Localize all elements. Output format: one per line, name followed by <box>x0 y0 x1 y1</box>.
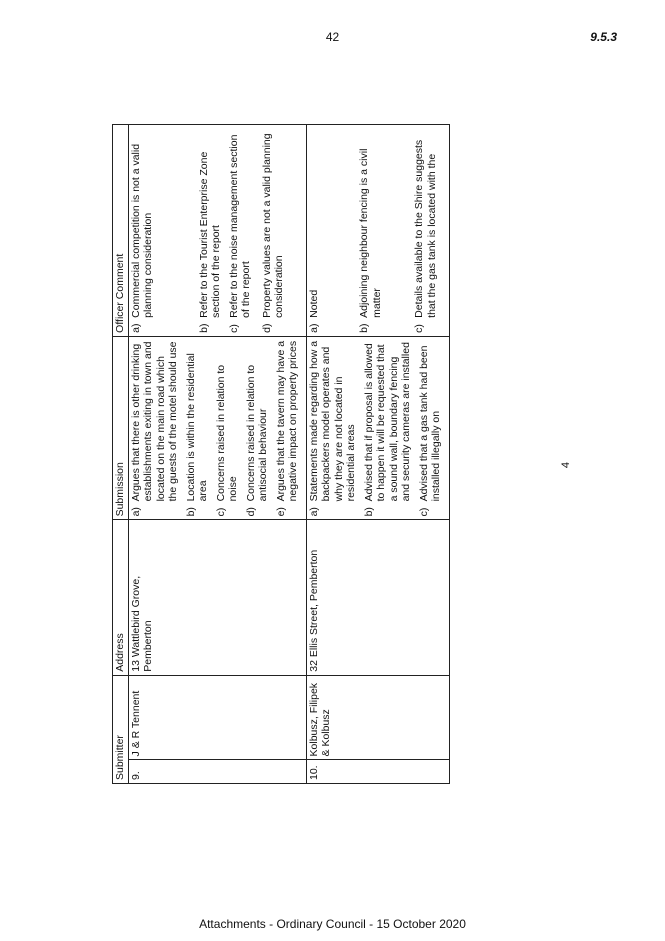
submission-point: e) Argues that the tavern may have a negative impact on property prices <box>274 340 299 517</box>
comment-point: a) Commercial competition is not a valid planning consideration <box>129 143 154 333</box>
submitter-name: J & R Tennent <box>128 675 306 760</box>
submission-point: d) Concerns raised in relation to antisocial behaviour <box>244 364 269 517</box>
row-number: 10. <box>306 760 449 784</box>
comment-point: a) Noted <box>307 289 320 333</box>
comment-point: c) Refer to the noise management section of the report <box>227 134 252 333</box>
header-submitter: Submitter <box>113 675 129 783</box>
submissions-table <box>112 124 450 784</box>
comment-point: b) Refer to the Tourist Enterprise Zone section of the report <box>197 151 222 333</box>
comment-cell <box>306 125 449 337</box>
header-submission: Submission <box>113 336 129 520</box>
comment-cell <box>128 125 306 337</box>
submission-point: c) Advised that a gas tank had been installed illegally on <box>417 345 442 517</box>
rotated-table-page <box>112 124 534 784</box>
submission-point: b) Advised that if proposal is allowed to happen it will be requested that a sound wall, boundary fencing and security cameras are installed <box>362 342 412 517</box>
footer: Attachments - Ordinary Council - 15 October 2020 <box>199 917 466 931</box>
header-officer-comment: Officer Comment <box>113 125 129 337</box>
comment-point: b) Adjoining neighbour fencing is a civil matter <box>358 148 383 333</box>
table-row <box>306 125 449 784</box>
row-number: 9. <box>128 760 306 784</box>
page-number: 42 <box>325 30 340 44</box>
submission-point: b) Location is within the residential area <box>184 353 209 517</box>
table-header-row <box>113 125 129 784</box>
submission-point: a) Argues that there is other drinking establishments exiting in town and located on the main road which the guests of the motel should use <box>129 341 179 517</box>
address: 32 Ellis Street, Pemberton <box>306 520 449 675</box>
comment-point: d) Property values are not a valid planning consideration <box>260 133 285 333</box>
submitter-name: Kolbusz, Filipek & Kolbusz <box>306 675 449 760</box>
submission-point: c) Concerns raised in relation to noise <box>214 364 239 517</box>
address: 13 Wattlebird Grove, Pemberton <box>128 520 306 675</box>
submission-cell <box>128 336 306 520</box>
comment-point: c) Details available to the Shire suggests that the gas tank is located with the <box>413 139 438 333</box>
table-row <box>128 125 306 784</box>
submission-point: a) Statements made regarding how a backpackers model operates and why they are not located in residential areas <box>307 340 357 517</box>
submission-cell <box>306 336 449 520</box>
item-reference: 9.5.3 <box>590 30 617 44</box>
header-address: Address <box>113 520 129 675</box>
inner-page-number: 4 <box>560 461 573 469</box>
